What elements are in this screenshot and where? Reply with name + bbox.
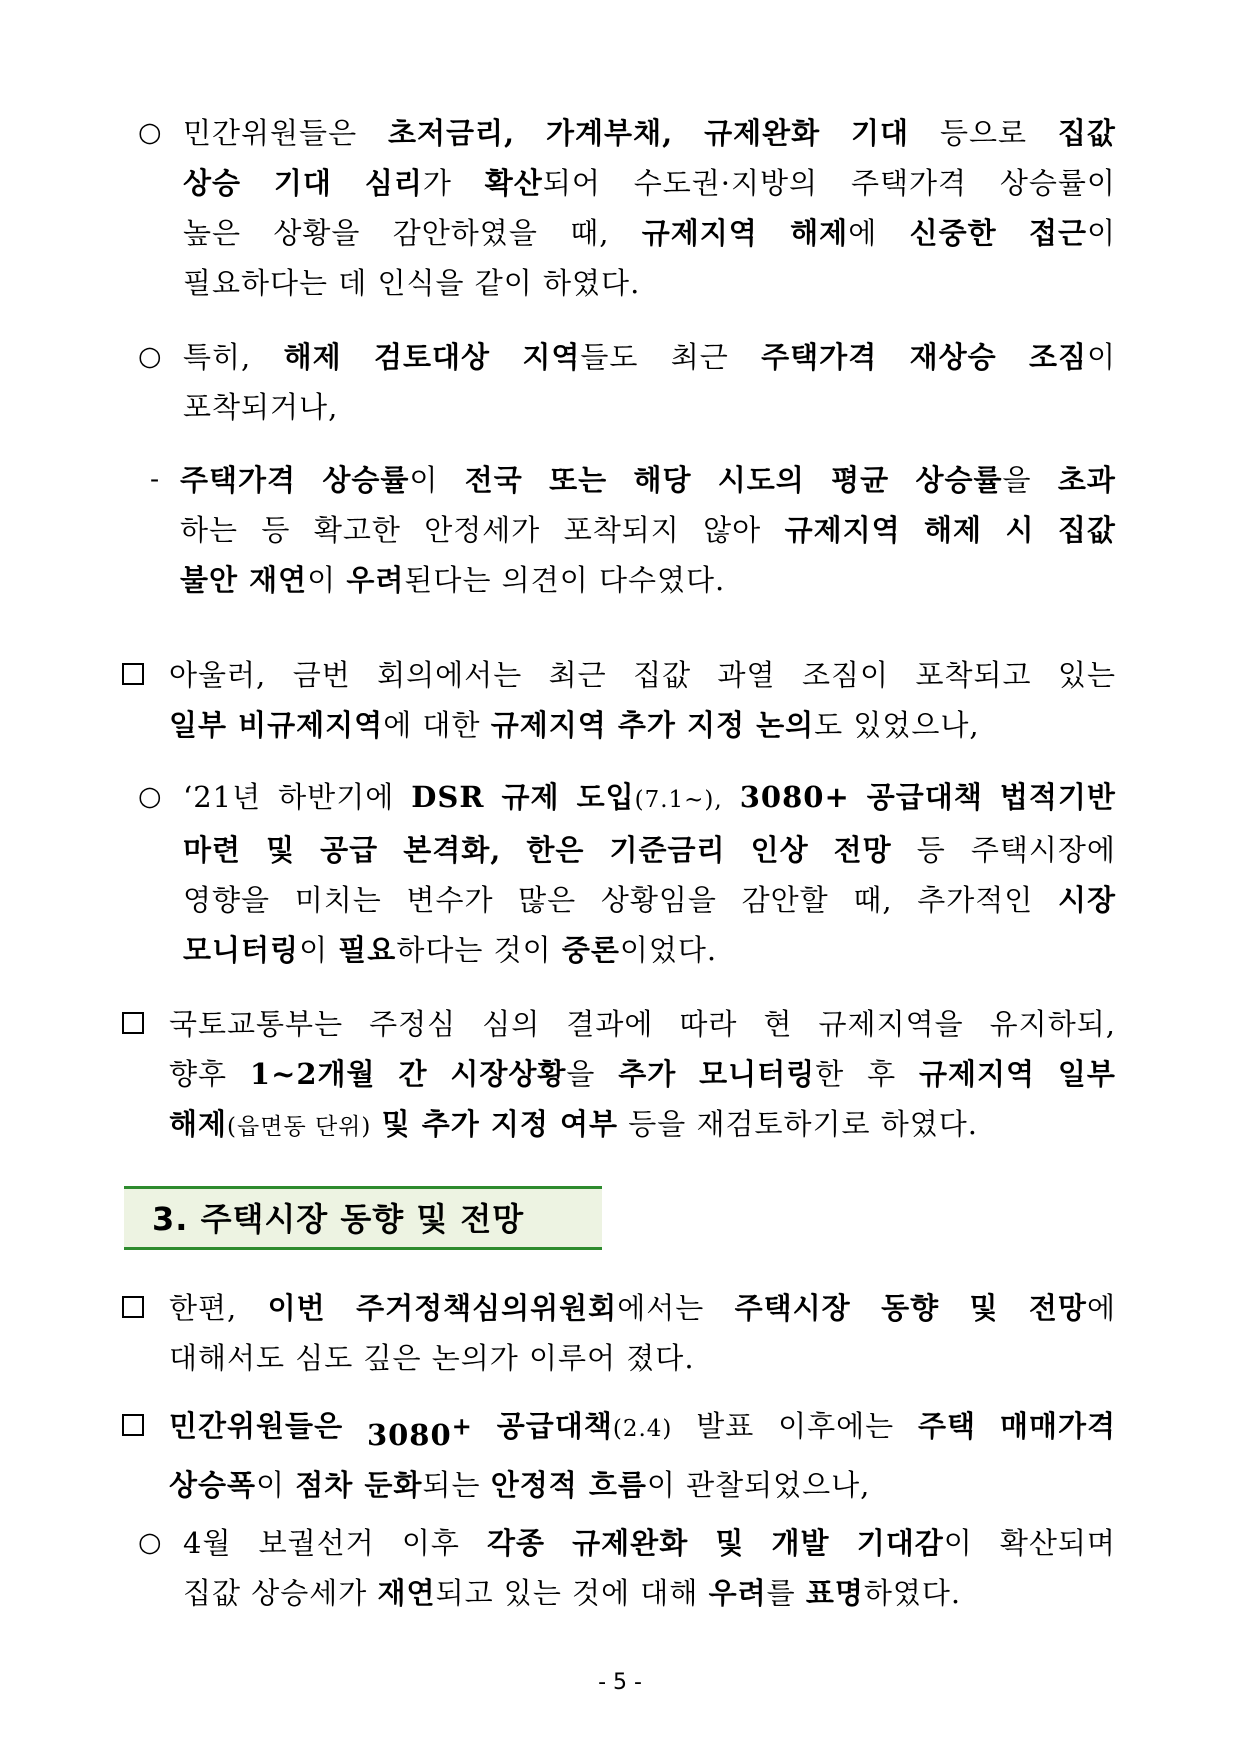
text-run: 확산되어	[484, 166, 601, 200]
text-run: 규제지역을	[818, 1007, 964, 1041]
paragraph-5	[183, 772, 1116, 975]
paragraph-3	[180, 455, 1116, 605]
text-run: 규제지역	[784, 513, 901, 547]
text-run: 전망에	[1028, 1291, 1116, 1325]
text-run: 금번	[292, 658, 351, 692]
text-run: 한편,	[169, 1291, 238, 1325]
text-run: 주택가격	[850, 166, 967, 200]
square-bullet-2	[122, 1012, 144, 1034]
text-run: 또는	[549, 463, 608, 497]
text-run: 규제완화	[704, 116, 821, 150]
text-run: 한은	[526, 833, 585, 867]
paragraph-7	[169, 1283, 1116, 1383]
text-run: 기대	[851, 116, 910, 150]
text-run: 인상	[750, 833, 809, 867]
text-run: 시장상황을	[450, 1057, 596, 1091]
text-run: 추가적인	[917, 883, 1034, 917]
square-bullet-3	[122, 1296, 144, 1318]
text-run: 추가	[618, 1057, 677, 1091]
text-run: 현	[763, 1007, 793, 1041]
text-run: 상승률이	[999, 166, 1116, 200]
text-run: 주택가격	[180, 463, 297, 497]
paragraph-8	[169, 1401, 1116, 1510]
text-run: 최근	[670, 340, 729, 374]
text-run: 포착되지	[563, 513, 680, 547]
text-run: 최근	[548, 658, 607, 692]
text-run: 법적기반	[999, 780, 1116, 814]
paragraph-2	[183, 332, 1116, 432]
text-run: 해제에	[790, 216, 878, 250]
text-run: 신중한	[909, 216, 997, 250]
text-run: 주거정책심의위원회에서는	[356, 1291, 705, 1325]
text-run: 민간위원들은	[169, 1409, 344, 1443]
text-run: 과열	[717, 658, 776, 692]
text-line	[169, 650, 1116, 700]
text-run: 기대감이	[856, 1526, 973, 1560]
text-run: 등으로	[939, 116, 1027, 150]
text-line	[183, 258, 1116, 308]
text-run: 간	[398, 1057, 428, 1091]
text-run: 평균	[831, 463, 890, 497]
text-run: 모니터링한	[699, 1057, 845, 1091]
text-run: 안정세가	[424, 513, 541, 547]
text-run: 등	[261, 513, 291, 547]
text-run: 검토대상	[373, 340, 491, 374]
text-run: 시도의	[717, 463, 805, 497]
text-run: 감안할	[741, 883, 829, 917]
bullet-circle-3: ○	[138, 781, 162, 812]
text-run: 상황임을	[600, 883, 717, 917]
text-run: 3080+	[739, 780, 850, 814]
text-line	[183, 925, 1116, 975]
text-run: 집값	[633, 658, 692, 692]
text-line	[169, 1460, 1116, 1510]
text-run: 해제(읍면동 단위) 및 추가 지정 여부 등을 재검토하기로 하였다.	[169, 1107, 979, 1141]
text-line	[183, 875, 1116, 925]
text-line	[183, 158, 1116, 208]
text-run: 일부	[1057, 1057, 1116, 1091]
text-run: 유지하되,	[989, 1007, 1116, 1041]
text-run: 공급	[320, 833, 379, 867]
text-run: 주택가격	[761, 340, 878, 374]
page-number: - 5 -	[598, 1670, 642, 1695]
bullet-circle-1: ○	[138, 117, 162, 148]
text-run: 이후에는	[778, 1409, 895, 1443]
text-run: 하반기에	[278, 780, 395, 814]
text-run: 모니터링이 필요하다는 것이 중론이었다.	[183, 933, 718, 967]
paragraph-9	[183, 1518, 1116, 1618]
text-run: 주택시장에	[970, 833, 1116, 867]
text-run: 향후	[169, 1057, 228, 1091]
text-run: 1~2개월	[249, 1057, 376, 1091]
section-heading: 3. 주택시장 동향 및 전망	[152, 1200, 525, 1238]
text-run: 확산되며	[999, 1526, 1116, 1560]
text-run: 상승률이	[322, 463, 439, 497]
text-line	[180, 505, 1116, 555]
text-run: 이후	[401, 1526, 460, 1560]
text-run: 이번	[267, 1291, 326, 1325]
text-line	[183, 772, 1116, 825]
text-run: 조짐이	[1028, 340, 1116, 374]
text-run: 시장	[1057, 883, 1116, 917]
bullet-dash-1: -	[150, 464, 160, 495]
text-run: 공급대책(2.4)	[496, 1409, 673, 1443]
text-run: 가계부채,	[546, 116, 674, 150]
text-run: 발표	[696, 1409, 755, 1443]
text-run: 결과에	[566, 1007, 654, 1041]
text-run: 심의	[482, 1007, 541, 1041]
text-run: 심리가	[364, 166, 452, 200]
text-line	[169, 1401, 1116, 1460]
bullet-circle-4: ○	[138, 1527, 162, 1558]
text-run: 공급대책	[866, 780, 983, 814]
text-run: 포착되거나,	[183, 390, 339, 424]
text-run: 아울러,	[169, 658, 267, 692]
text-run: 따라	[679, 1007, 738, 1041]
paragraph-4	[169, 650, 1116, 750]
text-run: 일부 비규제지역에 대한 규제지역 추가 지정 논의도 있었으나,	[169, 708, 980, 742]
text-run: 주정심	[369, 1007, 457, 1041]
text-run: 및	[266, 833, 296, 867]
text-line	[183, 1568, 1116, 1618]
text-run: 집값	[1057, 116, 1116, 150]
text-run: 상황을	[273, 216, 361, 250]
text-run: 후	[867, 1057, 897, 1091]
text-run: 매매가격	[999, 1409, 1116, 1443]
text-run: 상승률을	[915, 463, 1032, 497]
text-run: 민간위원들은	[183, 116, 358, 150]
text-run: 상승폭이 점차 둔화되는 안정적 흐름이 관찰되었으나,	[169, 1467, 871, 1502]
text-run: 필요하다는 데 인식을 같이 하였다.	[183, 266, 641, 300]
text-run: 않아	[703, 513, 762, 547]
text-run: 동향	[881, 1291, 940, 1325]
bullet-circle-2: ○	[138, 341, 162, 372]
text-run: 및	[969, 1291, 999, 1325]
text-run: 해제	[924, 513, 983, 547]
text-run: 조짐이	[802, 658, 890, 692]
text-line	[183, 108, 1116, 158]
paragraph-1	[183, 108, 1116, 308]
text-run: 접근이	[1028, 216, 1116, 250]
section-heading-box	[124, 1186, 602, 1250]
text-run: DSR	[411, 780, 485, 814]
text-run: 회의에서는	[377, 658, 523, 692]
text-run: 상승	[183, 166, 242, 200]
text-line	[183, 332, 1116, 382]
text-run: 대해서도 심도 깊은 논의가 이루어 졌다.	[169, 1341, 695, 1375]
text-run: 규제지역	[918, 1057, 1036, 1091]
text-run: 해제	[283, 340, 342, 374]
square-bullet-1	[122, 663, 144, 685]
text-run: 국토교통부는	[169, 1007, 344, 1041]
text-run: 본격화,	[403, 833, 502, 867]
text-run: 전망	[833, 833, 892, 867]
text-line	[180, 555, 1116, 605]
text-run: 주택시장	[734, 1291, 851, 1325]
text-run: 때,	[570, 216, 610, 250]
text-run: 규제완화	[572, 1526, 689, 1560]
text-line	[183, 825, 1116, 875]
square-bullet-4	[122, 1414, 144, 1436]
text-run: 마련	[183, 833, 242, 867]
text-run: 하는	[180, 513, 239, 547]
text-run: 많은	[518, 883, 577, 917]
text-run: 4월	[183, 1526, 232, 1560]
text-line	[169, 700, 1116, 750]
text-run: 높은	[183, 216, 242, 250]
text-run: 3080+	[366, 1411, 473, 1452]
text-run: 때,	[853, 883, 893, 917]
text-run: ‘21년	[183, 780, 262, 814]
text-run: 특히,	[183, 340, 252, 374]
text-run: 해당	[633, 463, 692, 497]
text-run: 영향을	[183, 883, 271, 917]
text-run: 미치는	[294, 883, 382, 917]
text-run: 확고한	[313, 513, 401, 547]
text-run: 전국	[464, 463, 523, 497]
text-line	[169, 1283, 1116, 1333]
text-line	[183, 1518, 1116, 1568]
text-run: 기대	[273, 166, 332, 200]
text-run: 규제	[501, 780, 560, 814]
text-run: 수도권·지방의	[633, 166, 819, 200]
text-run: 등	[916, 833, 946, 867]
text-run: 각종	[486, 1526, 546, 1560]
text-run: 재상승	[909, 340, 997, 374]
paragraph-6	[169, 999, 1116, 1152]
text-run: 감안하였을	[392, 216, 538, 250]
text-run: 기준금리	[609, 833, 726, 867]
text-run: 집값 상승세가 재연되고 있는 것에 대해 우려를 표명하였다.	[183, 1576, 962, 1610]
text-line	[183, 208, 1116, 258]
text-run: 초과	[1057, 463, 1116, 497]
text-run: 규제지역	[641, 216, 758, 250]
text-run: 있는	[1057, 658, 1116, 692]
text-run: 및	[715, 1526, 745, 1560]
text-run: 불안 재연이 우려된다는 의견이 다수였다.	[180, 563, 726, 597]
text-line	[169, 1333, 1116, 1383]
text-run: 초저금리,	[387, 116, 516, 150]
text-line	[169, 1049, 1116, 1099]
text-line	[169, 999, 1116, 1049]
text-run: 집값	[1057, 513, 1116, 547]
text-run: 변수가	[406, 883, 494, 917]
text-run: 시	[1005, 513, 1035, 547]
text-run: 개발	[771, 1526, 830, 1560]
text-line	[180, 455, 1116, 505]
text-line	[183, 382, 1116, 432]
text-run: 주택	[918, 1409, 977, 1443]
text-line	[169, 1099, 1116, 1152]
text-run: 지역들도	[522, 340, 639, 374]
text-run: 포착되고	[915, 658, 1032, 692]
text-run: 도입(7.1~),	[576, 780, 723, 814]
text-run: 보궐선거	[258, 1526, 375, 1560]
